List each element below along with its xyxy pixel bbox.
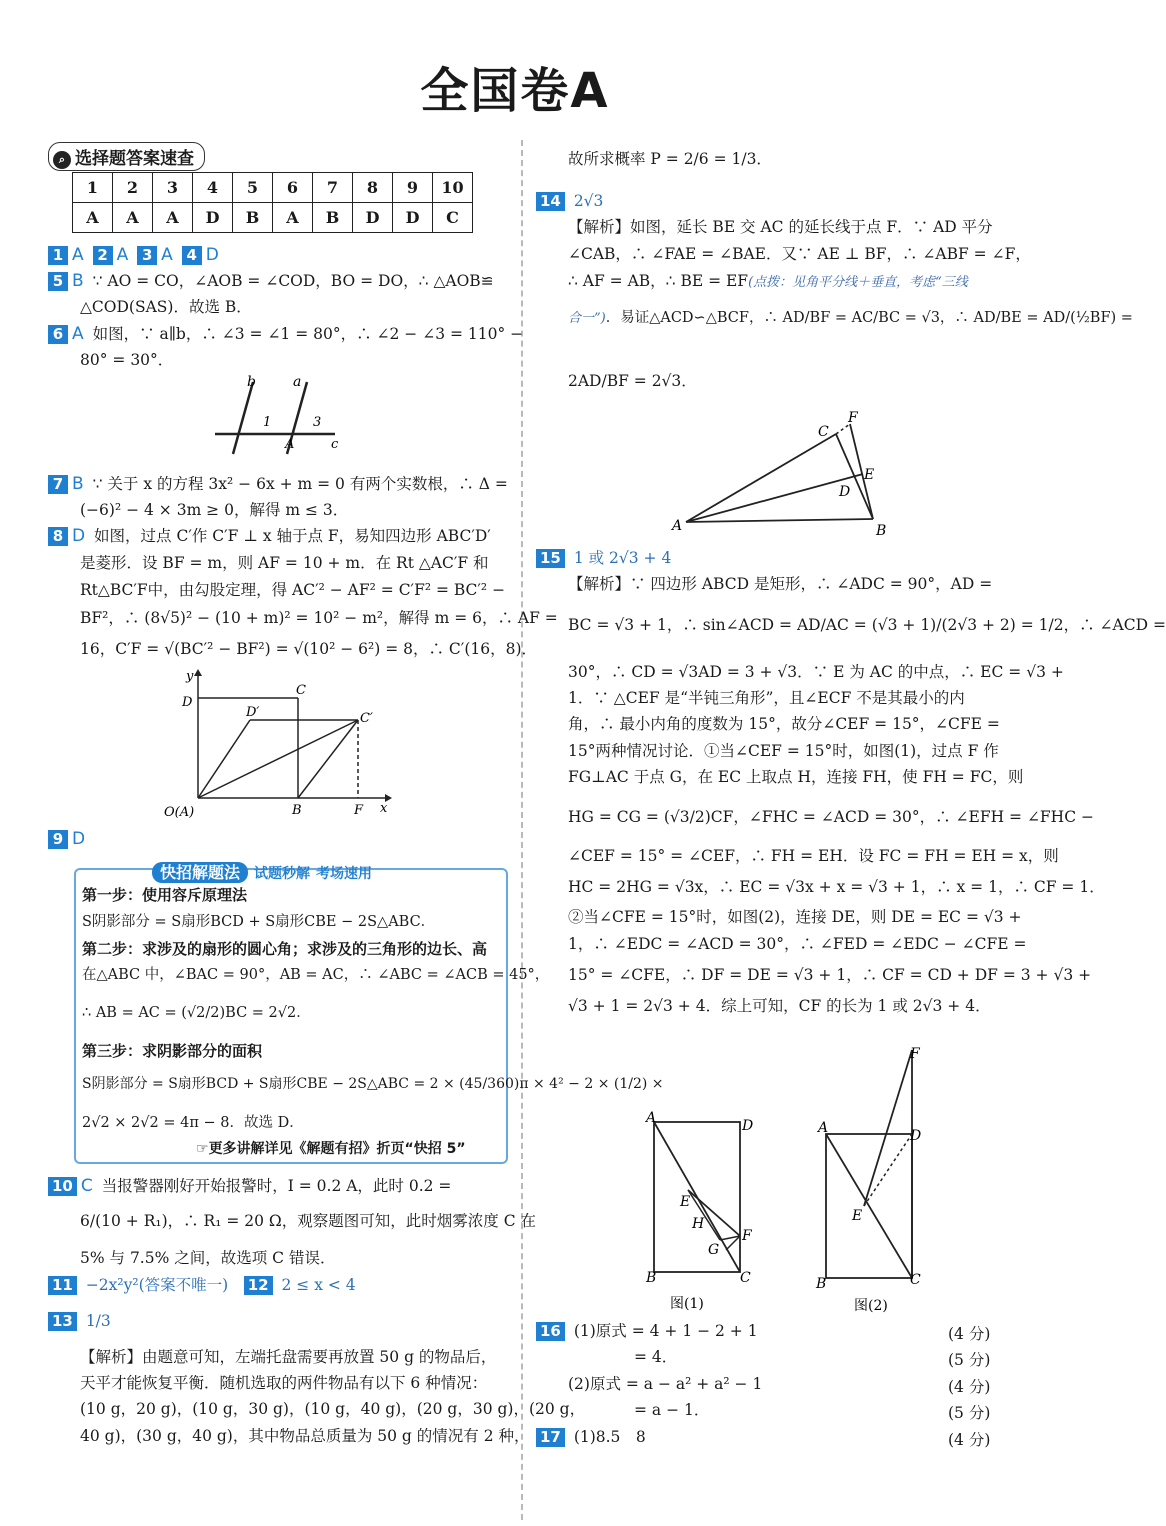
q16-line1: 16 (1)原式 = 4 + 1 − 2 + 1: [536, 1320, 758, 1342]
answer-number-cell: 1: [73, 173, 113, 203]
answer-number-cell: 10: [433, 173, 473, 203]
q8-line5: 16，C′F = √(BC′² − BF²) = √(10² − 6²) = 8，∴ C′(16，8)．: [80, 640, 537, 658]
q1-4-answers: 1 A 2 A 3 A 4 D: [48, 244, 223, 266]
svg-text:C: C: [740, 1270, 751, 1286]
q15-line13: 15° = ∠CFE，∴ DF = DE = √3 + 1，∴ CF = CD + DF = 3 + √3 +: [568, 966, 1092, 984]
q15-line8: HG = CG = (√3/2)CF，∠FHC = ∠ACD = 30°，∴ ∠EFH = ∠FHC −: [568, 808, 1094, 826]
svg-text:F: F: [354, 803, 364, 818]
q10-line1: 10 C 当报警器刚好开始报警时，I = 0.2 A，此时 0.2 =: [48, 1175, 451, 1197]
svg-text:G: G: [708, 1242, 720, 1258]
parallel-lines-figure: [205, 372, 355, 462]
tip-step3-b: 2√2 × 2√2 = 4π − 8．故选 D．: [82, 1115, 304, 1131]
label-b: b: [247, 374, 256, 390]
label-1: 1: [263, 415, 272, 430]
q16-score3: (4 分): [948, 1378, 991, 1396]
svg-text:F: F: [910, 1046, 920, 1062]
q15-line9: ∠CEF = 15° = ∠CEF，∴ FH = EH．设 FC = FH = EH = x，则: [568, 847, 1059, 865]
q15-line2: BC = √3 + 1，∴ sin∠ACD = AD/AC = (√3 + 1)/(2√3 + 2) = 1/2，∴ ∠ACD =: [568, 616, 1166, 634]
svg-text:F: F: [742, 1228, 752, 1244]
answer-value-cell: D: [193, 203, 233, 233]
svg-text:y: y: [186, 669, 194, 684]
search-icon: ⌕: [53, 151, 71, 169]
svg-text:x: x: [380, 801, 388, 816]
svg-text:C′: C′: [360, 711, 373, 726]
q15-line4: 1．∵ △CEF 是“半钝三角形”，且∠ECF 不是其最小的内: [568, 689, 965, 707]
answer-table: [72, 172, 473, 233]
q14-answer: 14 2√3: [536, 190, 603, 212]
q14-line3: ∴ AF = AB，∴ BE = EF(点拨：见角平分线＋垂直，考虑“三线: [568, 272, 968, 290]
answer-number-cell: 2: [113, 173, 153, 203]
tip-step3-a: S阴影部分 = S扇形BCD + S扇形CBE − 2S△ABC = 2 × (45/360)π × 4² − 2 × (1/2) ×: [82, 1076, 664, 1092]
svg-text:E: E: [852, 1208, 863, 1224]
svg-text:D: D: [182, 695, 193, 710]
q9-answer: 9 D: [48, 828, 89, 850]
q13-line1: 【解析】由题意可知，左端托盘需要再放置 50 g 的物品后，: [80, 1348, 497, 1366]
q16-line4: = a − 1．: [634, 1401, 710, 1419]
hand-pointer-icon: ☞: [196, 1141, 209, 1157]
answer-number-cell: 4: [193, 173, 233, 203]
q14-triangle-figure: [668, 404, 898, 540]
page-title: 全国卷A: [420, 63, 610, 119]
answer-value-cell: D: [353, 203, 393, 233]
answer-number-cell: 9: [393, 173, 433, 203]
q15-line7: FG⊥AC 于点 G，在 EC 上取点 H，连接 FH，使 FH = FC，则: [568, 768, 1024, 786]
q8-line2: 是菱形．设 BF = m，则 AF = 10 + m．在 Rt △AC′F 和: [80, 554, 489, 572]
svg-text:A: A: [672, 518, 683, 534]
svg-text:D′: D′: [246, 705, 260, 720]
tip-step1-formula: S阴影部分 = S扇形BCD + S扇形CBE − 2S△ABC．: [82, 914, 436, 930]
answer-value-cell: A: [113, 203, 153, 233]
q14-line2: ∠CAB，∴ ∠FAE = ∠BAE．又∵ AE ⊥ BF，∴ ∠ABF = ∠F，: [568, 245, 1031, 263]
q8-line3: Rt△BC′F中，由勾股定理，得 AC′² − AF² = C′F² = BC′² −: [80, 581, 506, 599]
tip-step2-a: 在△ABC 中，∠BAC = 90°，AB = AC，∴ ∠ABC = ∠ACB = 45°，: [82, 967, 550, 983]
q17-score1: (4 分): [948, 1431, 991, 1449]
tip-header: 快招解题法 试题秒解 考场速用: [152, 860, 372, 883]
svg-text:O(A): O(A): [164, 805, 195, 820]
answer-value-cell: C: [433, 203, 473, 233]
tip-step3: 第三步：求阴影部分的面积: [82, 1042, 263, 1060]
q15-line11: ②当∠CFE = 15°时，如图(2)，连接 DE，则 DE = EC = √3 +: [568, 908, 1022, 926]
q8-line4: BF²，∴ (8√5)² − (10 + m)² = 10² − m²，解得 m = 6，∴ AF =: [80, 609, 558, 627]
label-a: a: [293, 374, 302, 390]
svg-text:B: B: [876, 523, 887, 539]
rhombus-figure: [160, 668, 400, 823]
q15-line12: 1，∴ ∠EDC = ∠ACD = 30°，∴ ∠FED = ∠EDC − ∠CFE =: [568, 935, 1027, 953]
answer-value-cell: A: [273, 203, 313, 233]
svg-text:图(2): 图(2): [854, 1298, 888, 1314]
q5-line1: 5 B ∵ AO = CO，∠AOB = ∠COD，BO = DO，∴ △AOB≌: [48, 270, 494, 292]
tip-step2: 第二步：求涉及的扇形的圆心角；求涉及的三角形的边长、高: [82, 940, 488, 958]
tip-step2-b: ∴ AB = AC = (√2/2)BC = 2√2．: [82, 1005, 311, 1021]
svg-text:A: A: [646, 1110, 657, 1126]
tip-more-link[interactable]: ☞更多讲解详见《解题有招》折页“快招 5”: [196, 1141, 466, 1157]
svg-text:H: H: [692, 1216, 705, 1232]
column-divider: [521, 140, 523, 1520]
q14-line4: 合一”)．易证△ACD∽△BCF，∴ AD/BF = AC/BC = √3，∴ AD/BE = AD/(½BF) =: [568, 310, 1133, 326]
q13-line4: 40 g)，(30 g，40 g)，其中物品总质量为 50 g 的情况有 2 种，: [80, 1427, 530, 1445]
svg-text:B: B: [646, 1270, 657, 1286]
q15-line1: 【解析】∵ 四边形 ABCD 是矩形，∴ ∠ADC = 90°，AD =: [568, 575, 993, 593]
q17-line1: 17 (1)8.5 8: [536, 1426, 646, 1448]
q15-line3: 30°，∴ CD = √3AD = 3 + √3．∵ E 为 AC 的中点，∴ EC = √3 +: [568, 663, 1064, 681]
q16-score1: (4 分): [948, 1325, 991, 1343]
q13-line2: 天平才能恢复平衡．随机选取的两件物品有以下 6 种情况：: [80, 1374, 488, 1392]
svg-text:C: C: [296, 683, 306, 698]
answer-number-cell: 6: [273, 173, 313, 203]
q13-answer: 13 1/3: [48, 1310, 111, 1332]
q6-line1: 6 A 如图，∵ a∥b，∴ ∠3 = ∠1 = 80°，∴ ∠2 − ∠3 = 110° −: [48, 323, 523, 345]
svg-text:图(1): 图(1): [670, 1296, 704, 1312]
quick-check-label: ⌕ 选择题答案速查: [48, 142, 205, 171]
q8-line1: 8 D 如图，过点 C′作 C′F ⊥ x 轴于点 F，易知四边形 ABC′D′: [48, 525, 491, 547]
q16-line2: = 4．: [634, 1348, 678, 1366]
q14-line5: 2AD/BF = 2√3．: [568, 372, 697, 390]
line-b: [233, 382, 253, 454]
q16-score2: (5 分): [948, 1351, 991, 1369]
q13-line3: (10 g，20 g)，(10 g，30 g)，(10 g，40 g)，(20 g，30 g)，(20 g，: [80, 1400, 586, 1418]
q11-12-answers: 11 −2x²y²(答案不唯一) 12 2 ≤ x < 4: [48, 1274, 356, 1296]
q10-line2: 6/(10 + R₁)，∴ R₁ = 20 Ω，观察题图可知，此时烟雾浓度 C 在: [80, 1212, 536, 1230]
q15-answer: 15 1 或 2√3 + 4: [536, 547, 671, 569]
answer-number-cell: 5: [233, 173, 273, 203]
answer-value-cell: D: [393, 203, 433, 233]
q13-conclusion: 故所求概率 P = 2/6 = 1/3．: [568, 150, 772, 168]
answer-number-cell: 7: [313, 173, 353, 203]
q15-line5: 角，∴ 最小内角的度数为 15°，故分∠CEF = 15°，∠CFE =: [568, 715, 1000, 733]
svg-text:D: D: [839, 484, 851, 500]
answer-value-cell: B: [313, 203, 353, 233]
q10-line3: 5% 与 7.5% 之间，故选项 C 错误．: [80, 1249, 336, 1267]
q7-line2: (−6)² − 4 × 3m ≥ 0，解得 m ≤ 3．: [80, 501, 349, 519]
svg-text:E: E: [680, 1194, 691, 1210]
svg-text:F: F: [848, 410, 858, 426]
q15-figure-2: [812, 1038, 937, 1318]
svg-text:D: D: [910, 1128, 922, 1144]
q16-line3: (2)原式 = a − a² + a² − 1: [568, 1375, 763, 1393]
svg-text:A: A: [818, 1120, 829, 1136]
q6-line2: 80° = 30°．: [80, 351, 174, 369]
answer-value-cell: A: [153, 203, 193, 233]
q14-line1: 【解析】如图，延长 BE 交 AC 的延长线于点 F．∵ AD 平分: [568, 218, 993, 236]
answer-number-cell: 3: [153, 173, 193, 203]
q5-line2: △COD(SAS)．故选 B．: [80, 298, 252, 316]
svg-text:B: B: [292, 803, 302, 818]
answer-number-cell: 8: [353, 173, 393, 203]
label-c: c: [331, 437, 339, 452]
q16-score4: (5 分): [948, 1404, 991, 1422]
svg-text:E: E: [864, 467, 875, 483]
label-A: A: [285, 437, 295, 452]
svg-text:B: B: [816, 1276, 827, 1292]
answer-value-cell: A: [73, 203, 113, 233]
q15-line10: HC = 2HG = √3x，∴ EC = √3x + x = √3 + 1，∴ x = 1，∴ CF = 1．: [568, 878, 1105, 896]
label-3: 3: [313, 415, 322, 430]
q15-line6: 15°两种情况讨论．①当∠CEF = 15°时，如图(1)，过点 F 作: [568, 742, 999, 760]
answer-value-cell: B: [233, 203, 273, 233]
svg-text:C: C: [818, 424, 829, 440]
q15-figure-1: [640, 1100, 760, 1315]
svg-text:D: D: [742, 1118, 754, 1134]
q15-line14: √3 + 1 = 2√3 + 4．综上可知，CF 的长为 1 或 2√3 + 4．: [568, 997, 991, 1015]
svg-text:C: C: [910, 1272, 921, 1288]
tip-step1: 第一步：使用容斥原理法: [82, 886, 248, 904]
q7-line1: 7 B ∵ 关于 x 的方程 3x² − 6x + m = 0 有两个实数根，∴ Δ =: [48, 473, 508, 495]
